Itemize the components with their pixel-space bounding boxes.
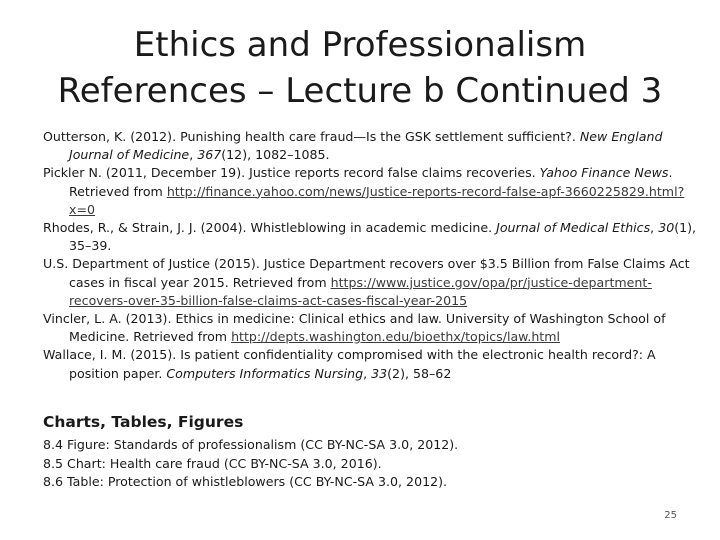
reference-pages: (12), 1082–1085. xyxy=(221,147,330,163)
reference-text: Pickler N. (2011, December 19). Justice reports record false claims recoveries. xyxy=(43,165,540,181)
journal-volume: 30 xyxy=(658,220,675,236)
reference-text: Outterson, K. (2012). Punishing health care fraud—Is the GSK settlement sufficient?. xyxy=(43,129,580,144)
reference-doj xyxy=(43,255,703,310)
figure-item: 8.4 Figure: Standards of professionalism (CC BY-NC-SA 3.0, 2012). xyxy=(43,437,459,452)
reference-link[interactable]: https://www.justice.gov/opa/pr/justice-department-recovers-over-35-billion-false-claims-act-cases-fiscal-year-2015 xyxy=(69,274,652,308)
slide-title xyxy=(0,22,720,114)
reference-retrieved: . Retrieved from xyxy=(69,165,673,199)
reference-text: Rhodes, R., & Strain, J. J. (2004). Whistleblowing in academic medicine. xyxy=(43,220,497,236)
reference-separator: , xyxy=(189,147,198,163)
reference-vincler xyxy=(43,310,703,346)
reference-separator: , xyxy=(363,365,372,381)
section-heading: Charts, Tables, Figures xyxy=(43,413,244,431)
slide-title-line-2: References – Lecture b Continued 3 xyxy=(57,71,663,111)
table-item: 8.6 Table: Protection of whistleblowers (CC BY-NC-SA 3.0, 2012). xyxy=(43,474,448,489)
reference-pages: (1), 35–39. xyxy=(69,220,697,254)
page-number: 25 xyxy=(664,510,677,521)
journal-volume: 367 xyxy=(197,147,222,163)
journal-title: Journal of Medical Ethics xyxy=(496,220,651,236)
reference-outterson xyxy=(43,128,703,164)
reference-text: Vincler, L. A. (2013). Ethics in medicine: Clinical ethics and law. University of Washington School of Medicine. Retrieved from xyxy=(43,311,666,345)
chart-item: 8.5 Chart: Health care fraud (CC BY-NC-SA 3.0, 2016). xyxy=(43,455,382,471)
reference-link[interactable]: http://finance.yahoo.com/news/Justice-reports-record-false-apf-3660225829.html?x=0 xyxy=(69,183,685,217)
journal-title: Computers Informatics Nursing xyxy=(166,365,364,381)
charts-tables-figures-section xyxy=(43,412,703,492)
slide-title-line-1: Ethics and Professionalism xyxy=(133,25,587,65)
reference-wallace xyxy=(43,346,703,382)
reference-pickler xyxy=(43,164,703,219)
reference-rhodes xyxy=(43,219,703,255)
reference-list xyxy=(43,128,703,383)
reference-separator: , xyxy=(650,220,659,236)
reference-pages: (2), 58–62 xyxy=(387,365,452,381)
reference-text: U.S. Department of Justice (2015). Justice Department recovers over $3.5 Billion from False Claims Act cases in fiscal year 2015. Retrieved from xyxy=(43,256,690,290)
reference-link[interactable]: http://depts.washington.edu/bioethx/topics/law.html xyxy=(231,329,561,345)
reference-text: Wallace, I. M. (2015). Is patient confidentiality compromised with the electronic health record?: A position paper. xyxy=(43,347,656,381)
journal-title: Yahoo Finance News xyxy=(539,165,669,181)
journal-volume: 33 xyxy=(371,365,388,381)
journal-title: New England Journal of Medicine xyxy=(69,129,663,163)
